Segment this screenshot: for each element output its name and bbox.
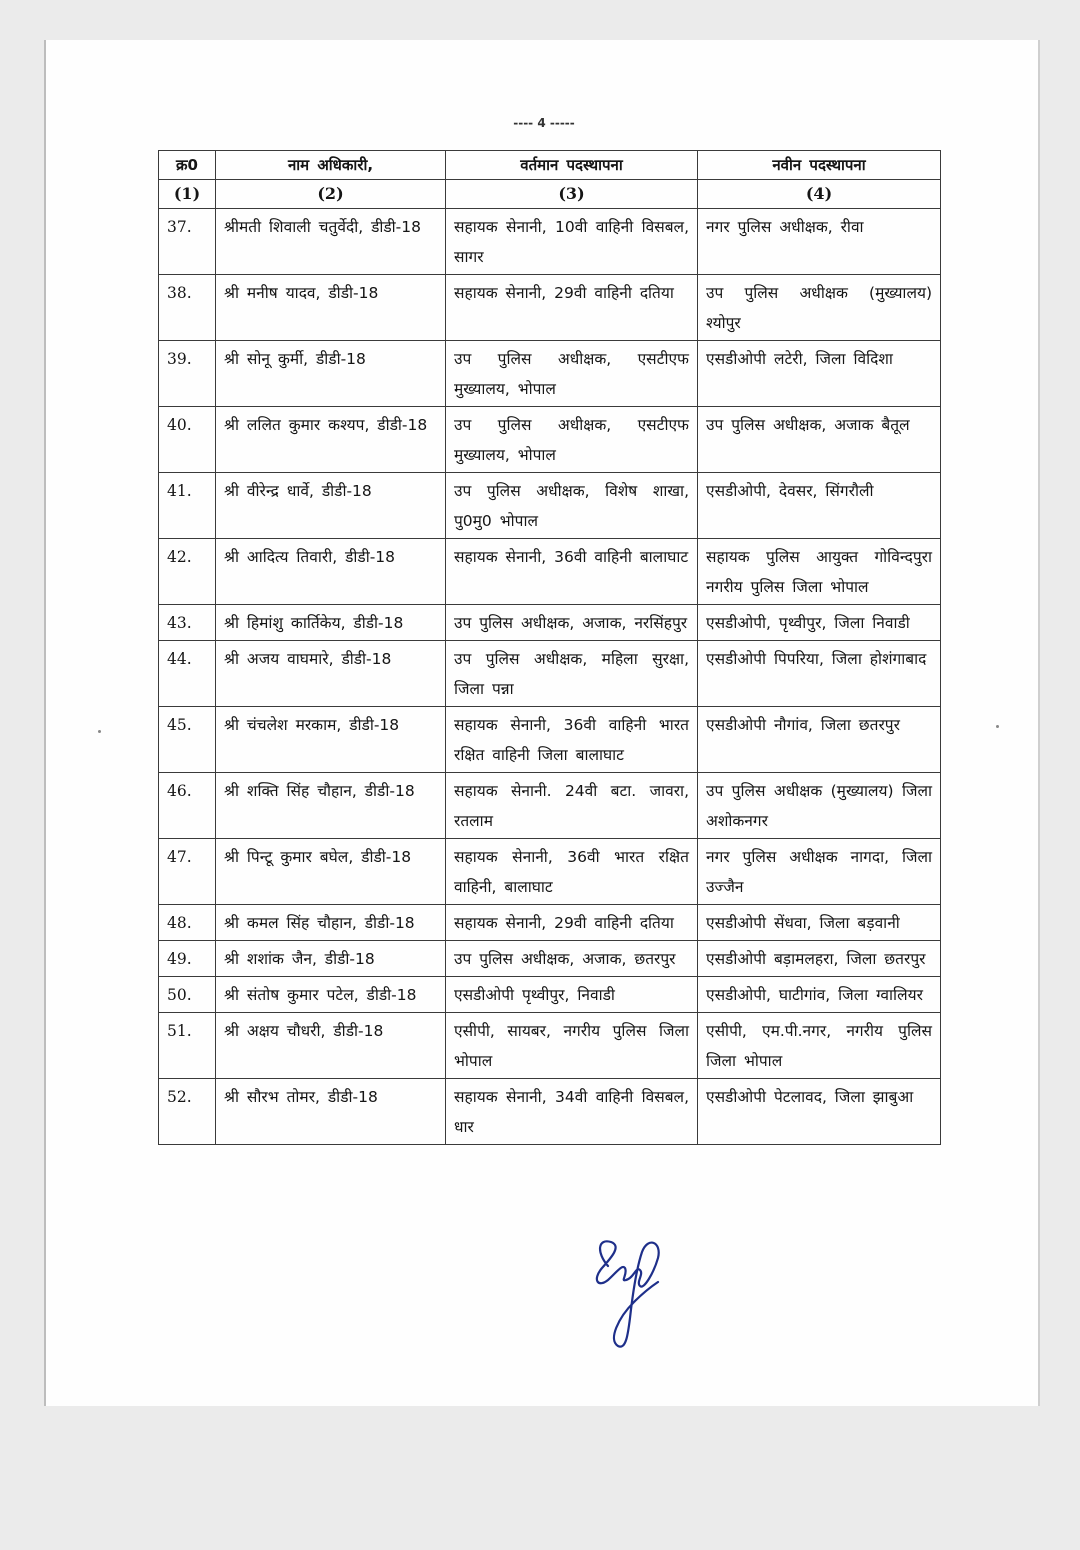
serial-number-cell: 41. [159,473,216,539]
table-row [159,209,941,275]
serial-number-cell: 39. [159,341,216,407]
table-row [159,539,941,605]
serial-number-cell: 42. [159,539,216,605]
officer-name-cell: श्री मनीष यादव, डीडी-18 [216,275,446,341]
current-posting-cell: सहायक सेनानी, 29वी वाहिनी दतिया [446,275,698,341]
serial-number-cell: 47. [159,839,216,905]
serial-number-cell: 48. [159,905,216,941]
new-posting-cell: एसडीओपी नौगांव, जिला छतरपुर [698,707,941,773]
header-current-posting: वर्तमान पदस्थापना [446,151,698,180]
table-body [159,209,941,1145]
officer-name-cell: श्री संतोष कुमार पटेल, डीडी-18 [216,977,446,1013]
new-posting-cell: नगर पुलिस अधीक्षक, रीवा [698,209,941,275]
table-row [159,407,941,473]
table-row [159,773,941,839]
serial-number-cell: 50. [159,977,216,1013]
new-posting-cell: एसडीओपी पेटलावद, जिला झाबुआ [698,1079,941,1145]
column-number-row [159,180,941,209]
table-row [159,977,941,1013]
table-row [159,941,941,977]
table-row [159,473,941,539]
officer-name-cell: श्री कमल सिंह चौहान, डीडी-18 [216,905,446,941]
table-header-row [159,151,941,180]
current-posting-cell: सहायक सेनानी, 36वी वाहिनी बालाघाट [446,539,698,605]
officer-name-cell: श्री आदित्य तिवारी, डीडी-18 [216,539,446,605]
current-posting-cell: उप पुलिस अधीक्षक, महिला सुरक्षा, जिला पन्ना [446,641,698,707]
serial-number-cell: 40. [159,407,216,473]
document-page [44,40,1040,1406]
new-posting-cell: उप पुलिस अधीक्षक (मुख्यालय) श्योपुर [698,275,941,341]
header-officer-name: नाम अधिकारी, [216,151,446,180]
header-new-posting: नवीन पदस्थापना [698,151,941,180]
table-row [159,1013,941,1079]
current-posting-cell: उप पुलिस अधीक्षक, एसटीएफ मुख्यालय, भोपाल [446,341,698,407]
serial-number-cell: 46. [159,773,216,839]
current-posting-cell: सहायक सेनानी. 24वी बटा. जावरा, रतलाम [446,773,698,839]
table-row [159,341,941,407]
current-posting-cell: एसडीओपी पृथ्वीपुर, निवाडी [446,977,698,1013]
signature-image [578,1222,668,1357]
new-posting-cell: एसडीओपी सेंधवा, जिला बड़वानी [698,905,941,941]
new-posting-cell: एसडीओपी बड़ामलहरा, जिला छतरपुर [698,941,941,977]
table-row [159,605,941,641]
table-row [159,641,941,707]
serial-number-cell: 38. [159,275,216,341]
scan-speck [98,730,101,733]
table-row [159,905,941,941]
table-row [159,1079,941,1145]
column-number: (4) [698,180,941,209]
serial-number-cell: 45. [159,707,216,773]
new-posting-cell: नगर पुलिस अधीक्षक नागदा, जिला उज्जैन [698,839,941,905]
page-number: ---- 4 ----- [513,116,575,130]
new-posting-cell: एसडीओपी पिपरिया, जिला होशंगाबाद [698,641,941,707]
column-number: (3) [446,180,698,209]
serial-number-cell: 43. [159,605,216,641]
new-posting-cell: उप पुलिस अधीक्षक (मुख्यालय) जिला अशोकनगर [698,773,941,839]
current-posting-cell: उप पुलिस अधीक्षक, विशेष शाखा, पु0मु0 भोपाल [446,473,698,539]
current-posting-cell: उप पुलिस अधीक्षक, एसटीएफ मुख्यालय, भोपाल [446,407,698,473]
officer-name-cell: श्री ललित कुमार कश्यप, डीडी-18 [216,407,446,473]
serial-number-cell: 51. [159,1013,216,1079]
officer-name-cell: श्री शशांक जैन, डीडी-18 [216,941,446,977]
serial-number-cell: 49. [159,941,216,977]
table-row [159,707,941,773]
current-posting-cell: सहायक सेनानी, 34वी वाहिनी विसबल, धार [446,1079,698,1145]
serial-number-cell: 52. [159,1079,216,1145]
current-posting-cell: उप पुलिस अधीक्षक, अजाक, नरसिंहपुर [446,605,698,641]
officer-name-cell: श्री वीरेन्द्र धार्वे, डीडी-18 [216,473,446,539]
new-posting-cell: सहायक पुलिस आयुक्त गोविन्दपुरा नगरीय पुलिस जिला भोपाल [698,539,941,605]
officer-name-cell: श्रीमती शिवाली चतुर्वेदी, डीडी-18 [216,209,446,275]
officer-name-cell: श्री अजय वाघमारे, डीडी-18 [216,641,446,707]
current-posting-cell: सहायक सेनानी, 36वी भारत रक्षित वाहिनी, बालाघाट [446,839,698,905]
officer-name-cell: श्री अक्षय चौधरी, डीडी-18 [216,1013,446,1079]
column-number: (1) [159,180,216,209]
new-posting-cell: एसीपी, एम.पी.नगर, नगरीय पुलिस जिला भोपाल [698,1013,941,1079]
current-posting-cell: सहायक सेनानी, 36वी वाहिनी भारत रक्षित वाहिनी जिला बालाघाट [446,707,698,773]
header-serial: क्र0 [159,151,216,180]
current-posting-cell: सहायक सेनानी, 29वी वाहिनी दतिया [446,905,698,941]
current-posting-cell: सहायक सेनानी, 10वी वाहिनी विसबल, सागर [446,209,698,275]
transfer-table [158,150,941,1145]
new-posting-cell: एसडीओपी, देवसर, सिंगरौली [698,473,941,539]
column-number: (2) [216,180,446,209]
new-posting-cell: एसडीओपी, पृथ्वीपुर, जिला निवाडी [698,605,941,641]
officer-name-cell: श्री शक्ति सिंह चौहान, डीडी-18 [216,773,446,839]
serial-number-cell: 44. [159,641,216,707]
table-row [159,275,941,341]
current-posting-cell: एसीपी, सायबर, नगरीय पुलिस जिला भोपाल [446,1013,698,1079]
officer-name-cell: श्री पिन्टू कुमार बघेल, डीडी-18 [216,839,446,905]
new-posting-cell: एसडीओपी लटेरी, जिला विदिशा [698,341,941,407]
officer-name-cell: श्री चंचलेश मरकाम, डीडी-18 [216,707,446,773]
officer-name-cell: श्री सोनू कुर्मी, डीडी-18 [216,341,446,407]
table-row [159,839,941,905]
officer-name-cell: श्री सौरभ तोमर, डीडी-18 [216,1079,446,1145]
serial-number-cell: 37. [159,209,216,275]
officer-name-cell: श्री हिमांशु कार्तिकेय, डीडी-18 [216,605,446,641]
new-posting-cell: उप पुलिस अधीक्षक, अजाक बैतूल [698,407,941,473]
current-posting-cell: उप पुलिस अधीक्षक, अजाक, छतरपुर [446,941,698,977]
new-posting-cell: एसडीओपी, घाटीगांव, जिला ग्वालियर [698,977,941,1013]
scan-speck [996,725,999,728]
